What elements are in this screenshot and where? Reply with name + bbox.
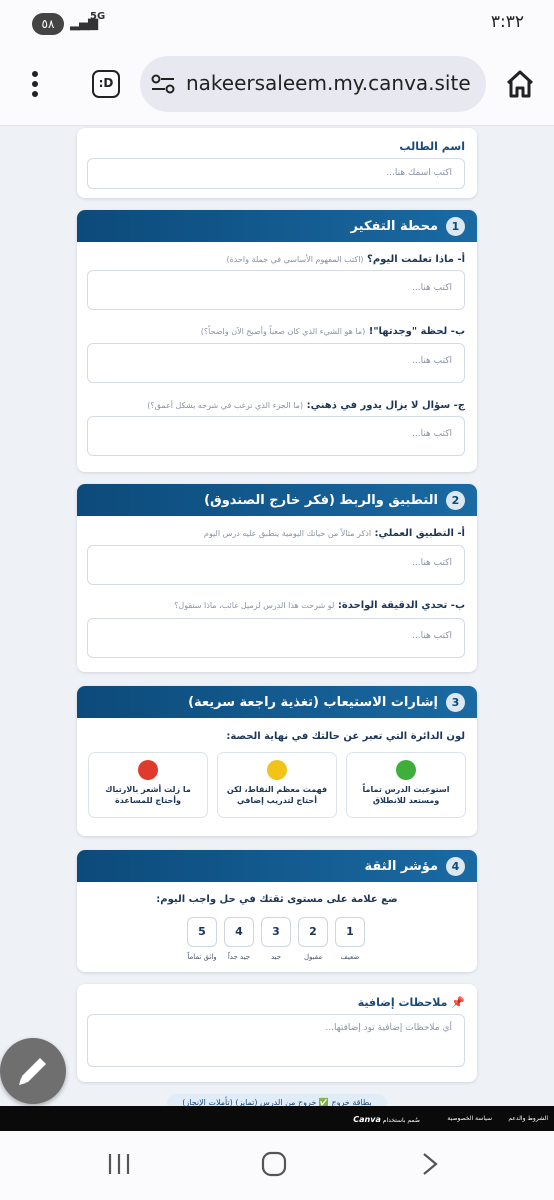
section4-header [77, 850, 477, 882]
notes-placeholder: أي ملاحظات إضافية تود إضافتها... [325, 1023, 452, 1033]
url-text: nakeersaleem.my.canva.site [186, 71, 471, 95]
site-settings-icon[interactable] [150, 72, 176, 96]
network-type: 5G [90, 11, 106, 22]
home-icon[interactable] [504, 68, 536, 100]
signal-icon: ▂▄▆ [70, 16, 97, 31]
student-name-input[interactable] [87, 158, 465, 189]
canva-footer [0, 1106, 554, 1131]
q1c-input[interactable]: اكتب هنا... [87, 416, 465, 456]
home-nav-icon[interactable] [261, 1151, 287, 1177]
rating-4-button[interactable]: 4 [224, 917, 254, 947]
section-signals [77, 686, 477, 836]
section-confidence [77, 850, 477, 972]
rating-2-label: مقبول [303, 953, 323, 961]
q2b-input[interactable]: اكتب هنا... [87, 618, 465, 658]
section-application [77, 484, 477, 672]
q1c-label: ج- سؤال لا يزال يدور في ذهني: (ما الجزء الذي ترغب في شرحه بشكل أعمق؟) [147, 400, 465, 411]
red-circle-icon [138, 760, 158, 780]
section3-title: إشارات الاستيعاب (تغذية راجعة سريعة) [188, 694, 438, 710]
rating-4-label: جيد جداً [227, 953, 251, 961]
section2-number: 2 [446, 491, 465, 510]
rating-5-button[interactable]: 5 [187, 917, 217, 947]
clock: ٣:٣٢ [490, 12, 524, 32]
section2-title: التطبيق والربط (فكر خارج الصندوق) [204, 492, 438, 508]
yellow-circle-icon [267, 760, 287, 780]
rating-3-label: جيد [270, 953, 282, 961]
notes-title: 📌 ملاحظات إضافية [357, 996, 465, 1009]
rating-1-button[interactable]: 1 [335, 917, 365, 947]
canva-logo: Canva [353, 1115, 381, 1124]
signal-option-yellow[interactable]: فهمت معظم النقاط، لكن أحتاج لتدريب إضافي [217, 752, 337, 818]
q1b-label: ب- لحظة "وجدتها"! (ما هو الشيء الذي كان صعباً وأصبح الآن واضحاً؟) [200, 326, 465, 337]
section4-number: 4 [446, 857, 465, 876]
section3-header [77, 686, 477, 718]
section1-number: 1 [446, 217, 465, 236]
signals-question: لون الدائرة التي تعبر عن حالتك في نهاية الحصة: [226, 731, 465, 742]
rating-3-button[interactable]: 3 [261, 917, 291, 947]
recent-apps-icon[interactable] [106, 1151, 132, 1177]
signal-option-red[interactable]: ما زلت أشعر بالارتباك وأحتاج للمساعدة [88, 752, 208, 818]
notes-textarea[interactable] [87, 1014, 465, 1067]
q1a-label: أ- ماذا تعلمت اليوم؟ (اكتب المفهوم الأساسي في جملة واحدة) [226, 254, 465, 265]
q1b-input[interactable]: اكتب هنا... [87, 343, 465, 383]
system-nav-bar [0, 1131, 554, 1200]
made-with-canva[interactable]: صُمم باستخدام Canva [353, 1115, 420, 1124]
exit-ticket-badge: بطاقة خروج ✅ خروج من الدرس (تمايز) (تأملات الإنجاز) [167, 1094, 387, 1106]
student-name-card [77, 128, 477, 198]
privacy-link[interactable]: سياسة الخصوصية [447, 1115, 492, 1122]
section2-header [77, 484, 477, 516]
section1-title: محطة التفكير [350, 218, 438, 234]
q2a-label: أ- التطبيق العملي: اذكر مثالاً من حياتك اليومية ينطبق عليه درس اليوم [203, 528, 465, 539]
rating-1-label: ضعيف [340, 953, 360, 961]
battery-indicator: ٥٨ [32, 13, 64, 35]
more-menu-icon[interactable] [24, 68, 46, 104]
notes-card [77, 984, 477, 1082]
section-reflection [77, 210, 477, 472]
browser-toolbar [0, 50, 554, 126]
q2b-label: ب- تحدي الدقيقة الواحدة: لو شرحت هذا الدرس لزميل غائب، ماذا ستقول؟ [174, 600, 465, 611]
q2a-input[interactable]: اكتب هنا... [87, 545, 465, 585]
address-bar[interactable] [140, 56, 486, 112]
confidence-question: ضع علامة على مستوى ثقتك في حل واجب اليوم: [156, 894, 398, 905]
pencil-icon [0, 1038, 66, 1104]
rating-5-label: واثق تماماً [187, 953, 217, 961]
status-bar [0, 0, 554, 50]
edit-fab-button[interactable] [0, 1038, 66, 1104]
section1-header [77, 210, 477, 242]
tab-switcher-icon[interactable]: :D [92, 70, 120, 98]
section3-number: 3 [446, 693, 465, 712]
rating-2-button[interactable]: 2 [298, 917, 328, 947]
q1a-input[interactable]: اكتب هنا... [87, 270, 465, 310]
student-name-label: اسم الطالب [399, 140, 465, 153]
page-content [0, 126, 554, 1106]
signal-option-green[interactable]: استوعبت الدرس تماماً ومستعد للانطلاق [346, 752, 466, 818]
back-icon[interactable] [418, 1151, 442, 1177]
student-name-placeholder: اكتب اسمك هنا... [386, 168, 452, 178]
terms-link[interactable]: الشروط والدعم [508, 1115, 548, 1122]
green-circle-icon [396, 760, 416, 780]
section4-title: مؤشر الثقة [364, 858, 438, 874]
